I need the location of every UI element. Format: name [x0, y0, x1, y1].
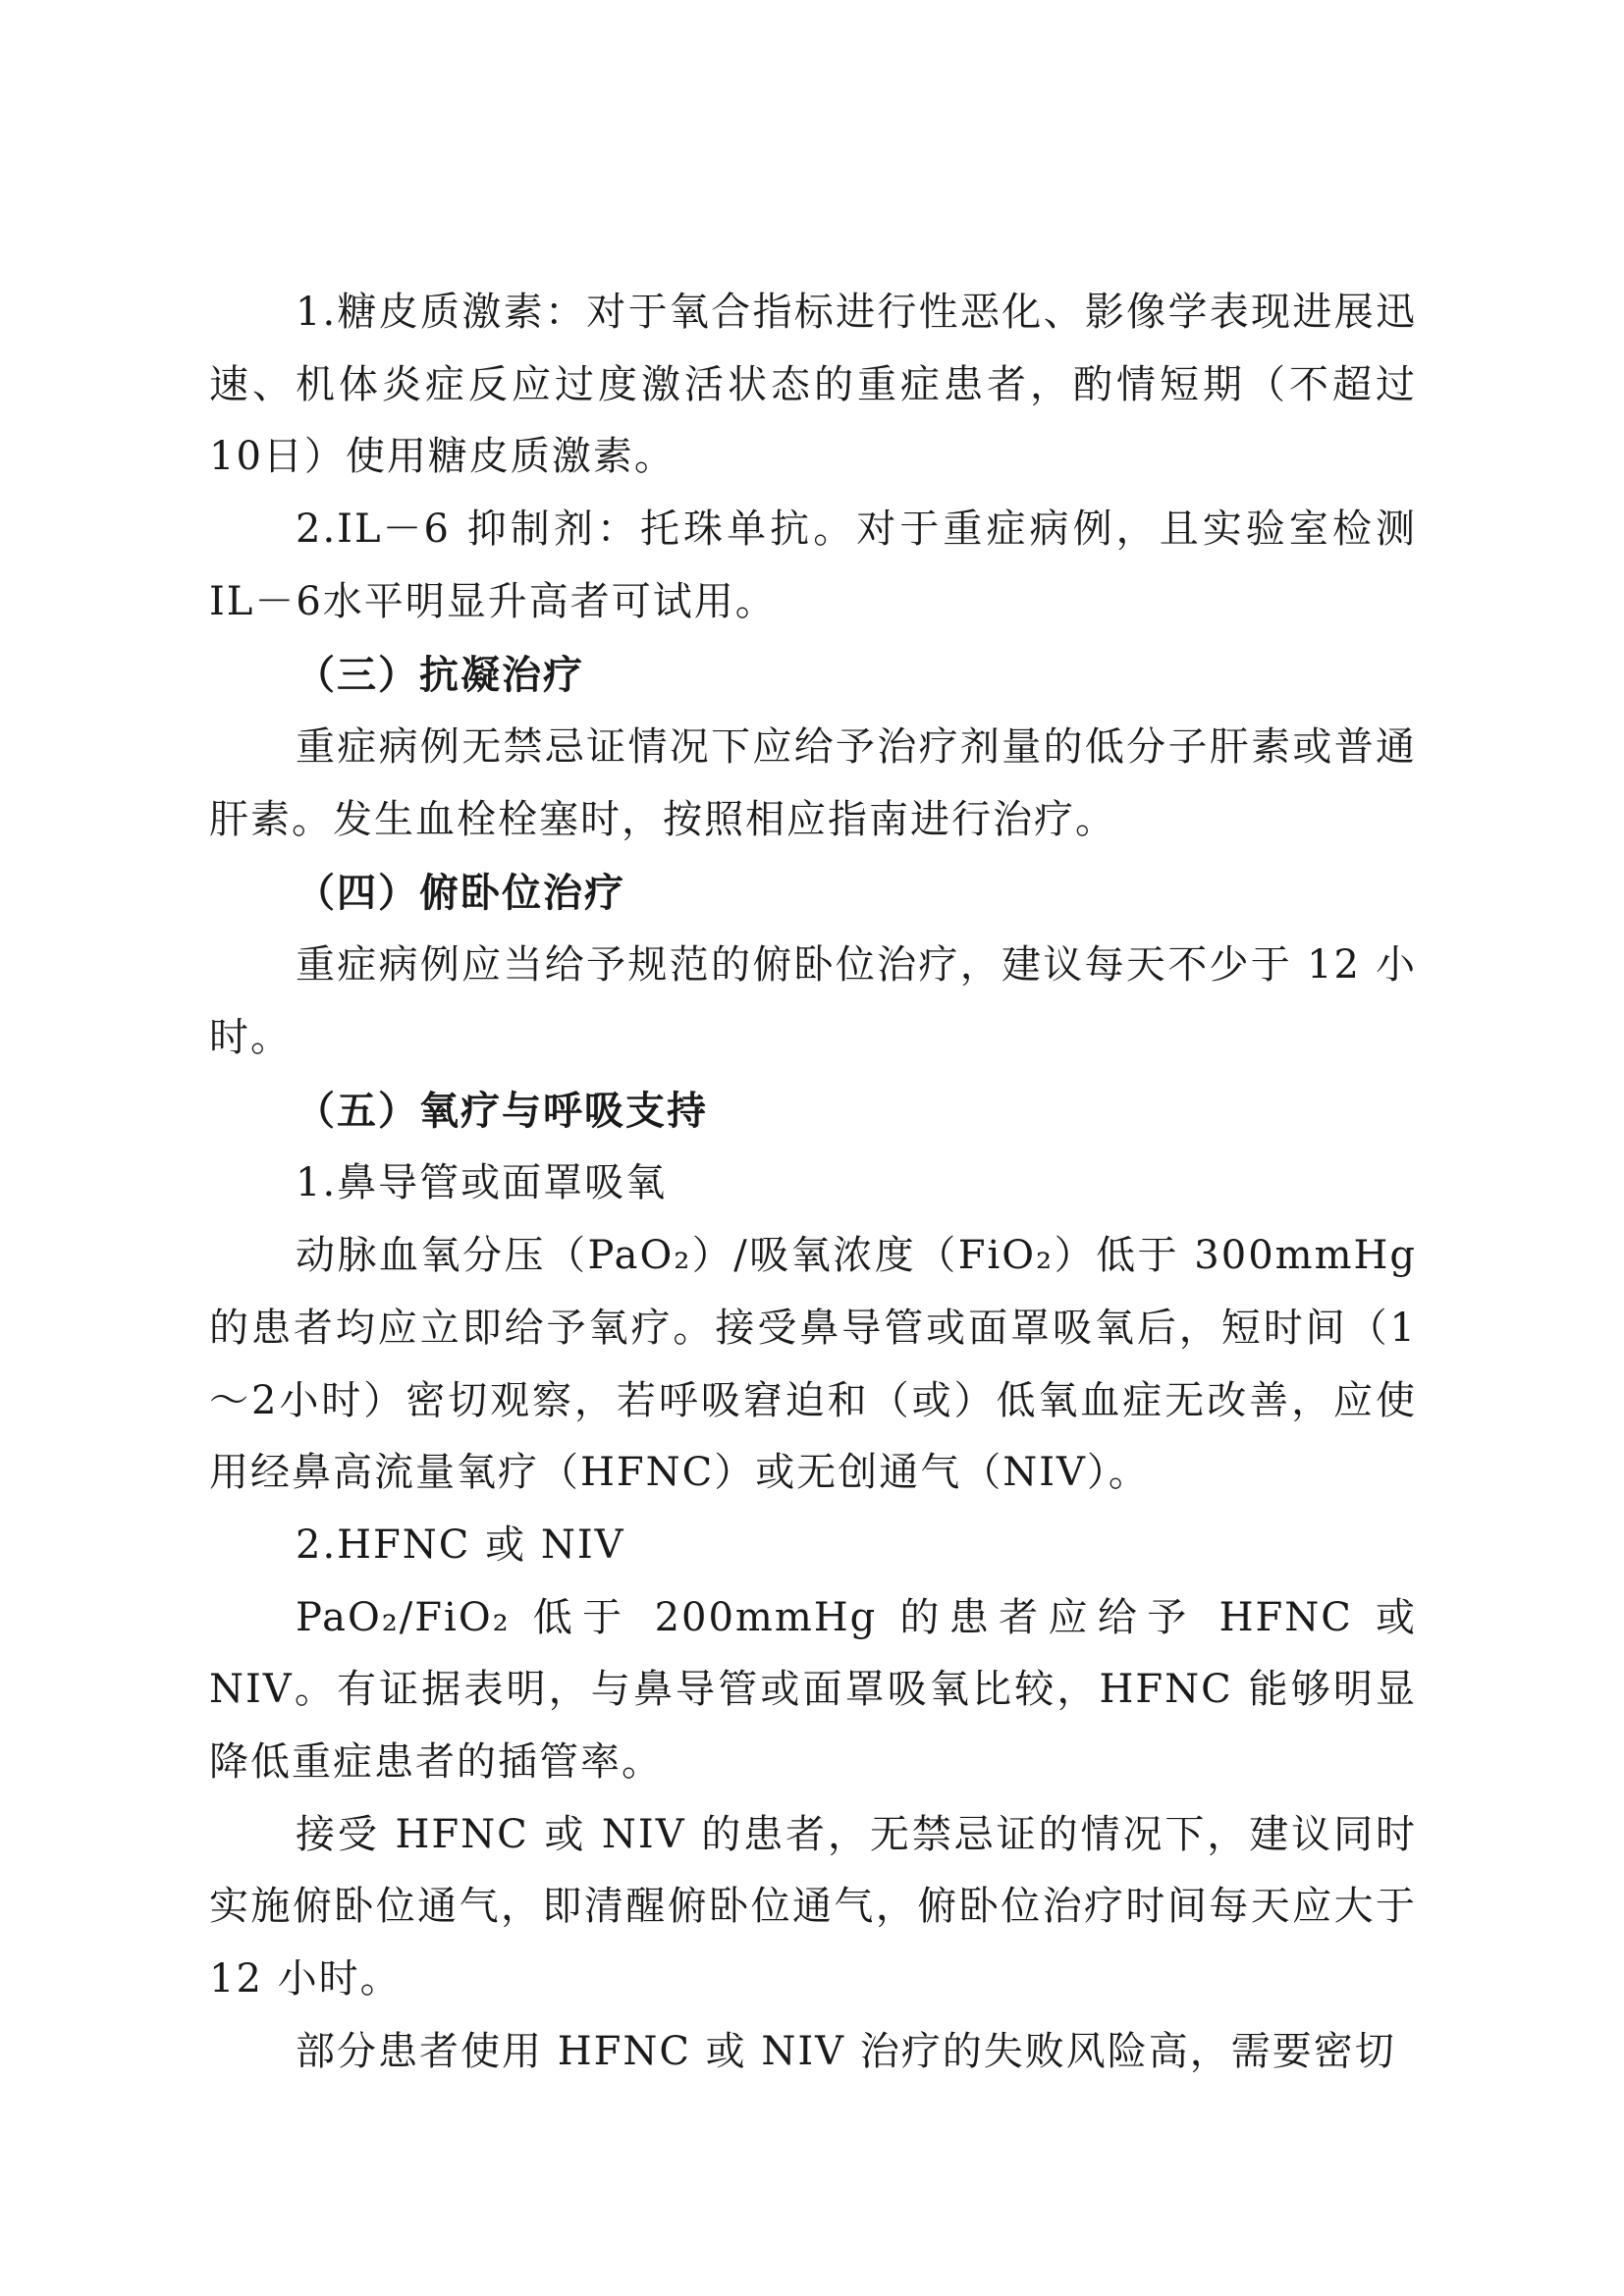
document-body: [209, 277, 1417, 2089]
paragraph-hfnc-niv-title: 2.HFNC 或 NIV: [296, 1522, 625, 1568]
paragraph-awake-prone: 接受 HFNC 或 NIV 的患者，无禁忌证的情况下，建议同时实施俯卧位通气，即清醒俯卧位通气，俯卧位治疗时间每天应大于 12 小时。: [209, 1811, 1417, 2002]
paragraph-failure-risk: 部分患者使用 HFNC 或 NIV 治疗的失败风险高，需要密切: [296, 2028, 1396, 2074]
paragraph-il6-inhibitor: 2.IL－6 抑制剂：托珠单抗。对于重症病例，且实验室检测IL－6水平明显升高者可试用。: [209, 507, 1417, 624]
paragraph-nasal-cannula-title: 1.鼻导管或面罩吸氧: [296, 1160, 668, 1206]
heading-anticoagulation-label: （三）抗凝治疗: [296, 651, 584, 698]
heading-oxygen-therapy-label: （五）氧疗与呼吸支持: [296, 1087, 708, 1134]
paragraph-anticoagulation: 重症病例无禁忌证情况下应给予治疗剂量的低分子肝素或普通肝素。发生血栓栓塞时，按照相应指南进行治疗。: [209, 724, 1417, 842]
heading-oxygen-therapy: [209, 1075, 1417, 1148]
heading-prone-position: [209, 857, 1417, 931]
heading-anticoagulation: [209, 639, 1417, 713]
heading-prone-position-label: （四）俯卧位治疗: [296, 869, 625, 916]
paragraph-glucocorticoid: 1.糖皮质激素：对于氧合指标进行性恶化、影像学表现进展迅速、机体炎症反应过度激活状态的重症患者，酌情短期（不超过10日）使用糖皮质激素。: [209, 290, 1417, 480]
paragraph-nasal-cannula: 动脉血氧分压（PaO₂）/吸氧浓度（FiO₂）低于 300mmHg 的患者均应立即给予氧疗。接受鼻导管或面罩吸氧后，短时间（1～2小时）密切观察，若呼吸窘迫和（或）低氧血症无改善，应使用经鼻高流量氧疗（HFNC）或无创通气（NIV）。: [209, 1233, 1417, 1496]
paragraph-prone-position: 重症病例应当给予规范的俯卧位治疗，建议每天不少于 12 小时。: [209, 942, 1417, 1061]
paragraph-hfnc-niv: PaO₂/FiO₂ 低于 200mmHg 的患者应给予 HFNC 或 NIV。有证据表明，与鼻导管或面罩吸氧比较，HFNC 能够明显降低重症患者的插管率。: [209, 1594, 1417, 1786]
